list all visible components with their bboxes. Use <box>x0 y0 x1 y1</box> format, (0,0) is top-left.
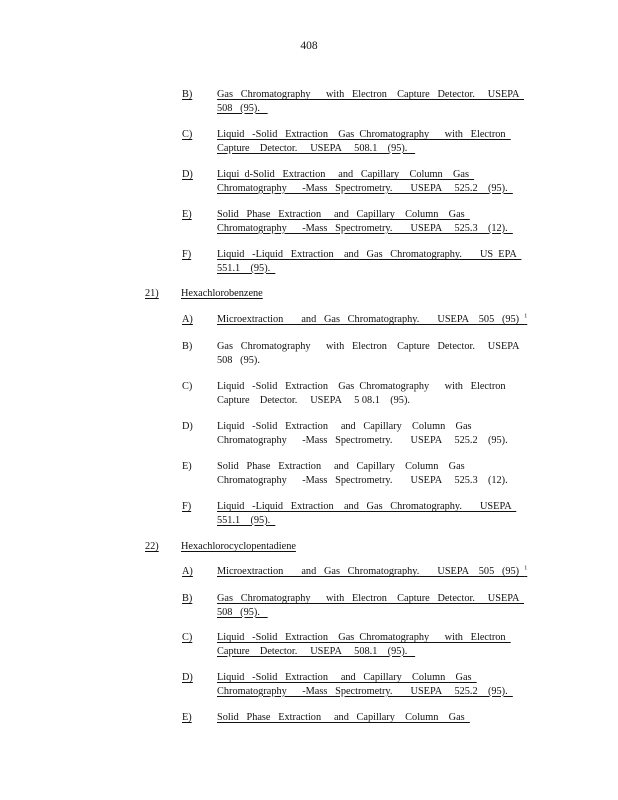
item-line: Liqui d-Solid Extraction and Capillary Column Gas <box>217 169 475 180</box>
item-line: Capture Detector. USEPA 508.1 (95). <box>217 645 416 657</box>
item-letter: E) <box>182 712 192 723</box>
page-number: 408 <box>300 40 318 52</box>
item-line: Solid Phase Extraction and Capillary Column Gas <box>217 712 470 723</box>
item-line: Gas Chromatography with Electron Capture Detector. USEPA <box>217 89 525 100</box>
item-line: Solid Phase Extraction and Capillary Column Gas <box>217 209 470 220</box>
section-number: 22) <box>145 541 159 552</box>
item-line: Liquid -Solid Extraction Gas Chromatography with Electron <box>217 381 506 392</box>
item-text <box>217 168 527 195</box>
item-letter: E) <box>182 461 192 472</box>
item-text <box>217 631 527 658</box>
item-text <box>217 565 527 579</box>
item-text <box>217 128 527 155</box>
item-letter: A) <box>182 566 193 577</box>
item-letter: D) <box>182 169 193 180</box>
item-text <box>217 208 527 235</box>
item-letter: F) <box>182 249 192 260</box>
item-text <box>217 380 527 407</box>
item-letter: F) <box>182 501 192 512</box>
item-line: Chromatography -Mass Spectrometry. USEPA 525.2 (95). <box>217 434 508 446</box>
item-letter: E) <box>182 209 192 220</box>
item-line: Capture Detector. USEPA 5 08.1 (95). <box>217 394 410 406</box>
item-line: Microextraction and Gas Chromatography. USEPA 505 (95) $^1$ <box>217 313 528 325</box>
item-line: Microextraction and Gas Chromatography. USEPA 505 (95) $^1$ <box>217 565 528 577</box>
item-letter: B) <box>182 89 193 100</box>
item-letter: C) <box>182 381 193 392</box>
item-line: Chromatography -Mass Spectrometry. USEPA 525.2 (95). <box>217 182 513 194</box>
item-letter: D) <box>182 672 193 683</box>
item-line: Gas Chromatography with Electron Capture Detector. USEPA <box>217 593 525 604</box>
section-number: 21) <box>145 288 159 299</box>
item-line: Capture Detector. USEPA 508.1 (95). <box>217 142 416 154</box>
item-letter: C) <box>182 129 193 140</box>
item-letter: A) <box>182 314 193 325</box>
item-line: 508 (95). <box>217 354 260 366</box>
item-line: Chromatography -Mass Spectrometry. USEPA 525.2 (95). <box>217 685 513 697</box>
item-letter: C) <box>182 632 193 643</box>
item-line: Solid Phase Extraction and Capillary Column Gas <box>217 461 465 472</box>
footnote-marker: 1 <box>524 565 528 572</box>
item-letter: D) <box>182 421 193 432</box>
footnote-marker: 1 <box>524 313 528 320</box>
item-line: Liquid -Solid Extraction and Capillary Column Gas <box>217 672 477 683</box>
item-line: Liquid -Liquid Extraction and Gas Chromatography. US EPA <box>217 249 522 260</box>
item-line: 551.1 (95). <box>217 514 276 526</box>
item-line: Liquid -Solid Extraction Gas Chromatography with Electron <box>217 632 511 643</box>
item-text <box>217 711 527 725</box>
item-text <box>217 420 527 447</box>
item-line: Liquid -Solid Extraction and Capillary Column Gas <box>217 421 472 432</box>
item-text <box>217 313 527 327</box>
section-title: Hexachlorobenzene <box>181 288 263 299</box>
item-text <box>217 671 527 698</box>
item-line: 508 (95). <box>217 102 268 114</box>
item-line: 508 (95). <box>217 606 268 618</box>
item-line: Liquid -Solid Extraction Gas Chromatography with Electron <box>217 129 511 140</box>
item-line: Gas Chromatography with Electron Capture Detector. USEPA <box>217 341 520 352</box>
item-line: 551.1 (95). <box>217 262 276 274</box>
item-letter: B) <box>182 593 193 604</box>
item-text <box>217 500 527 527</box>
item-line: Liquid -Liquid Extraction and Gas Chromatography. USEPA <box>217 501 517 512</box>
section-title: Hexachlorocyclopentadiene <box>181 541 296 552</box>
item-text <box>217 248 527 275</box>
item-line: Chromatography -Mass Spectrometry. USEPA 525.3 (12). <box>217 474 508 486</box>
item-text <box>217 88 527 115</box>
item-text <box>217 340 527 367</box>
item-line: Chromatography -Mass Spectrometry. USEPA 525.3 (12). <box>217 222 513 234</box>
item-letter: B) <box>182 341 193 352</box>
item-text <box>217 460 527 487</box>
item-text <box>217 592 527 619</box>
